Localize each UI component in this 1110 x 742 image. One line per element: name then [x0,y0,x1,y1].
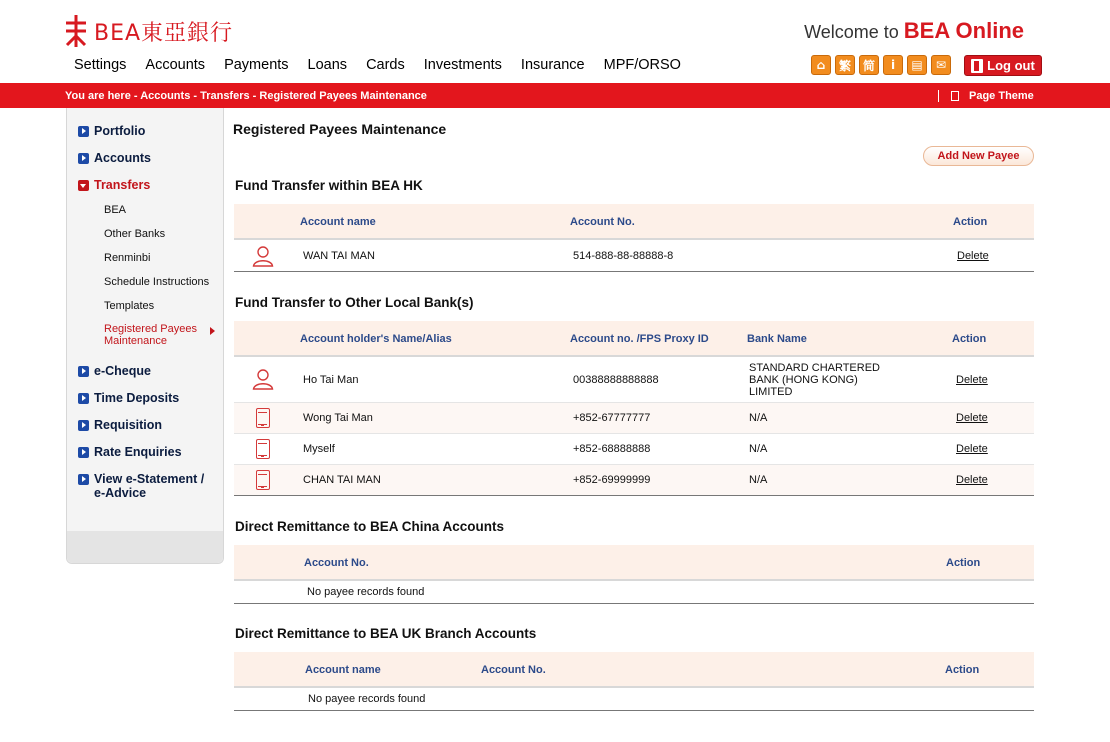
traditional-chinese-icon[interactable]: 繁 [835,55,855,75]
fps-proxy-id: +852-69999999 [573,474,651,486]
delete-link[interactable]: Delete [956,374,988,386]
table-header [234,652,1034,688]
sidebar-item-portfolio[interactable] [78,124,145,138]
table-header [234,321,1034,357]
table-row [234,688,1034,710]
sidebar-subitem-bea[interactable]: BEA [104,204,127,216]
arrow-right-icon [78,420,89,431]
bea-logo[interactable] [64,14,233,48]
arrow-right-icon [78,393,89,404]
fps-proxy-id: +852-67777777 [573,412,651,424]
column-header: Action [953,216,988,228]
sidebar-item-label: Rate Enquiries [94,445,182,459]
nav-settings[interactable]: Settings [74,57,127,73]
person-icon [252,368,274,390]
divider [234,603,1034,604]
column-header: Action [945,664,980,676]
sidebar-item-label: View e-Statement / e-Advice [94,472,205,500]
sidebar-item-e-cheque[interactable] [78,364,151,378]
table-row [234,240,1034,272]
section-title-china: Direct Remittance to BEA China Accounts [235,519,505,534]
bank-name: N/A [749,412,768,424]
column-header: Action [952,333,987,345]
account-holder-name: Myself [303,443,335,455]
table-row [234,465,1034,496]
nav-cards[interactable]: Cards [366,57,405,73]
column-header: Account No. [570,216,635,228]
logout-icon [971,59,983,73]
print-icon[interactable]: ▤ [907,55,927,75]
account-holder-name: Ho Tai Man [303,374,359,386]
empty-message: No payee records found [308,693,426,705]
sidebar-item-label: Transfers [94,178,151,192]
section-title-uk: Direct Remittance to BEA UK Branch Accounts [235,626,537,641]
nav-payments[interactable]: Payments [224,57,289,73]
column-header: Action [946,557,981,569]
person-icon [252,245,274,267]
section-title-other-local: Fund Transfer to Other Local Bank(s) [235,295,474,310]
mobile-phone-icon [256,408,270,428]
sidebar-subitem-other-banks[interactable]: Other Banks [104,228,166,240]
mail-icon[interactable]: ✉ [931,55,951,75]
mobile-phone-icon [256,439,270,459]
arrow-right-icon [78,474,89,485]
simplified-chinese-icon[interactable]: 简 [859,55,879,75]
column-header: Bank Name [747,333,807,345]
section-title-bea-hk: Fund Transfer within BEA HK [235,178,423,193]
page-title: Registered Payees Maintenance [233,121,447,137]
bank-name: N/A [749,474,768,486]
divider [938,90,939,102]
sidebar-item-label: Portfolio [94,124,146,138]
sidebar-item-requisition[interactable] [78,418,162,432]
account-number: 514-888-88-88888-8 [573,250,674,262]
sidebar-subitem-templates[interactable]: Templates [104,300,155,312]
column-header: Account no. /FPS Proxy ID [570,333,709,345]
welcome-prefix: Welcome to [804,22,899,42]
account-holder-name: Wong Tai Man [303,412,373,424]
welcome-banner [804,18,1024,44]
table-row [234,434,1034,465]
active-arrow-icon [210,327,215,335]
bea-logo-icon [64,14,88,48]
sidebar [66,108,224,564]
sidebar-subitem-schedule-instructions[interactable]: Schedule Instructions [104,276,210,288]
sidebar-item-e-statement[interactable] [78,472,218,500]
table-header [234,545,1034,581]
delete-link[interactable]: Delete [957,250,989,262]
sidebar-item-rate-enquiries[interactable] [78,445,182,459]
empty-message: No payee records found [307,586,425,598]
column-header: Account name [300,216,376,228]
delete-link[interactable]: Delete [956,474,988,486]
utility-icons [811,55,951,75]
account-number: 00388888888888 [573,374,659,386]
logout-button[interactable] [964,55,1042,76]
account-holder-name: CHAN TAI MAN [303,474,381,486]
table-header [234,204,1034,240]
arrow-right-icon [78,447,89,458]
bank-name: STANDARD CHARTERED BANK (HONG KONG) LIMITED [749,362,880,398]
sidebar-subitem-registered-payees[interactable]: Registered Payees Maintenance [104,323,197,347]
sidebar-item-label: Accounts [94,151,151,165]
sidebar-item-label: e-Cheque [94,364,151,378]
table-row [234,581,1034,603]
table-row [234,403,1034,434]
divider [234,710,1034,711]
sidebar-footer [67,531,223,563]
sidebar-item-time-deposits[interactable] [78,391,179,405]
nav-accounts[interactable]: Accounts [145,57,206,73]
sidebar-item-accounts[interactable] [78,151,151,165]
delete-link[interactable]: Delete [956,443,988,455]
breadcrumb-bar [0,83,1110,108]
table-row [234,357,1034,403]
nav-insurance[interactable]: Insurance [520,57,585,73]
sidebar-subitem-renminbi[interactable]: Renminbi [104,252,151,264]
sidebar-item-label: Requisition [94,418,163,432]
nav-investments[interactable]: Investments [423,57,502,73]
nav-mpf-orso[interactable]: MPF/ORSO [603,57,681,73]
welcome-brand: BEA Online [903,18,1024,43]
fps-proxy-id: +852-68888888 [573,443,651,455]
page-theme-label: Page Theme [969,90,1034,102]
mobile-phone-icon [256,470,270,490]
arrow-down-icon [78,180,89,191]
bank-name: N/A [749,443,768,455]
column-header: Account No. [481,664,546,676]
page-theme-icon [951,91,959,101]
sidebar-item-transfers[interactable] [78,178,150,192]
page-theme-link[interactable] [938,90,1034,102]
delete-link[interactable]: Delete [956,412,988,424]
add-new-payee-button[interactable]: Add New Payee [923,146,1034,166]
column-header: Account name [305,664,381,676]
logout-label: Log out [987,58,1035,73]
column-header: Account holder's Name/Alias [300,333,452,345]
sidebar-item-label: Time Deposits [94,391,180,405]
column-header: Account No. [304,557,369,569]
account-name: WAN TAI MAN [303,250,375,262]
top-navigation [74,57,700,73]
arrow-right-icon [78,366,89,377]
home-icon[interactable]: ⌂ [811,55,831,75]
arrow-right-icon [78,153,89,164]
logo-text: BEA東亞銀行 [94,20,234,46]
info-icon[interactable]: i [883,55,903,75]
breadcrumb: You are here - Accounts - Transfers - Registered Payees Maintenance [65,90,427,102]
nav-loans[interactable]: Loans [307,57,348,73]
arrow-right-icon [78,126,89,137]
